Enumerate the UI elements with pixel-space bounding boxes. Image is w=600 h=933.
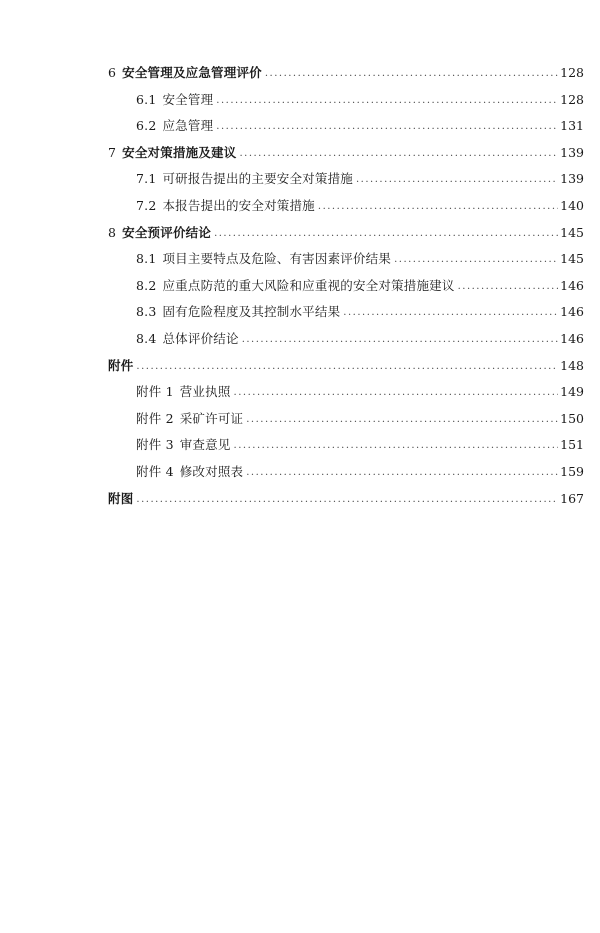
toc-entry-label: 可研报告提出的主要安全对策措施 (162, 171, 353, 187)
toc-dot-leader (458, 274, 559, 301)
toc-entry-number: 8.2 (136, 277, 157, 293)
toc-dot-leader (234, 433, 559, 460)
toc-entry[interactable] (108, 379, 584, 406)
toc-entry-number: 7.1 (136, 171, 157, 187)
toc-entry[interactable] (108, 220, 584, 247)
toc-entry-label: 应急管理 (162, 118, 214, 134)
toc-page-number: 128 (560, 91, 584, 107)
toc-dot-leader (239, 141, 558, 168)
toc-entry-number: 6.2 (136, 118, 157, 134)
toc-page-number: 148 (560, 357, 584, 373)
toc-entry-number: 8.3 (136, 304, 157, 320)
toc-dot-leader (246, 460, 558, 487)
toc-dot-leader (265, 61, 558, 88)
toc-entry[interactable] (108, 459, 584, 486)
toc-entry-number: 附件 1 (136, 384, 174, 400)
toc-dot-leader (318, 194, 558, 221)
toc-entry[interactable] (108, 353, 584, 380)
toc-entry-number: 附件 3 (136, 437, 174, 453)
toc-page-number: 140 (560, 197, 584, 213)
toc-entry-number: 附件 2 (136, 410, 174, 426)
toc-page-number: 146 (560, 277, 584, 293)
toc-entry-label: 审查意见 (179, 437, 231, 453)
toc-entry-number: 6 (108, 65, 117, 80)
toc-dot-leader (234, 380, 559, 407)
toc-entry-number: 7.2 (136, 197, 157, 213)
toc-entry-label: 附图 (108, 490, 134, 506)
toc-entry-label: 本报告提出的安全对策措施 (162, 197, 315, 213)
toc-entry-label: 项目主要特点及危险、有害因素评价结果 (162, 251, 392, 267)
toc-entry-title (136, 459, 243, 486)
toc-dot-leader (394, 247, 558, 274)
toc-entry[interactable] (108, 273, 584, 300)
toc-entry[interactable] (108, 326, 584, 353)
toc-page-number: 128 (560, 65, 584, 80)
toc-entry-label: 固有危险程度及其控制水平结果 (162, 304, 341, 320)
toc-entry[interactable] (108, 60, 584, 87)
toc-page-number: 149 (560, 384, 584, 400)
toc-entry-number: 7 (108, 144, 117, 160)
toc-entry-label: 安全预评价结论 (122, 224, 212, 240)
toc-entry-title (108, 140, 236, 167)
toc-entry[interactable] (108, 246, 584, 273)
toc-entry-label: 安全管理 (162, 91, 214, 107)
toc-entry[interactable] (108, 87, 584, 114)
toc-entry-number: 8.4 (136, 330, 157, 346)
toc-entry-label: 修改对照表 (179, 463, 244, 479)
toc-entry-title (136, 379, 231, 406)
toc-entry[interactable] (108, 406, 584, 433)
toc-entry-number: 8 (108, 224, 117, 240)
toc-entry[interactable] (108, 113, 584, 140)
toc-entry-title (136, 193, 315, 220)
toc-entry-label: 安全对策措施及建议 (122, 144, 237, 160)
toc-entry-title (108, 220, 211, 247)
toc-dot-leader (216, 88, 558, 115)
toc-entry-label: 附件 (108, 357, 134, 373)
toc-entry-label: 采矿许可证 (179, 410, 244, 426)
toc-dot-leader (246, 407, 558, 434)
toc-dot-leader (216, 114, 558, 141)
toc-entry-number: 附件 4 (136, 463, 174, 479)
toc-dot-leader (136, 354, 558, 381)
toc-dot-leader (356, 167, 558, 194)
toc-page-number: 167 (560, 490, 584, 506)
toc-dot-leader (343, 300, 558, 327)
toc-page-number: 146 (560, 304, 584, 320)
toc-entry[interactable] (108, 432, 584, 459)
toc-page-number: 145 (560, 224, 584, 240)
toc-entry-title (108, 60, 262, 87)
toc-page-number: 145 (560, 251, 584, 267)
toc-entry-title (136, 87, 213, 114)
toc-page-number: 150 (560, 410, 584, 426)
toc-page-number: 139 (560, 171, 584, 187)
toc-entry-title (136, 273, 455, 300)
toc-entry[interactable] (108, 166, 584, 193)
toc-entry-number: 6.1 (136, 91, 157, 107)
toc-dot-leader (214, 221, 558, 248)
toc-entry-title (136, 166, 353, 193)
toc-entry-label: 安全管理及应急管理评价 (122, 65, 262, 80)
table-of-contents (108, 60, 584, 512)
toc-entry-title (136, 326, 239, 353)
toc-entry-number: 8.1 (136, 251, 157, 267)
toc-page-number: 159 (560, 463, 584, 479)
toc-page-number: 131 (560, 118, 584, 134)
toc-entry[interactable] (108, 193, 584, 220)
toc-page-number: 151 (560, 437, 584, 453)
toc-entry-label: 应重点防范的重大风险和应重视的安全对策措施建议 (162, 277, 455, 293)
toc-dot-leader (242, 327, 558, 354)
toc-dot-leader (136, 487, 558, 514)
toc-entry-title (136, 113, 213, 140)
toc-entry-title (108, 353, 133, 380)
toc-entry-title (136, 406, 243, 433)
toc-entry[interactable] (108, 299, 584, 326)
toc-entry-title (136, 246, 391, 273)
toc-entry-title (108, 486, 133, 513)
toc-page-number: 146 (560, 330, 584, 346)
toc-entry-title (136, 299, 340, 326)
toc-entry-label: 总体评价结论 (162, 330, 239, 346)
toc-entry-title (136, 432, 231, 459)
toc-entry[interactable] (108, 140, 584, 167)
toc-entry[interactable] (108, 486, 584, 513)
toc-entry-label: 营业执照 (179, 384, 231, 400)
toc-page-number: 139 (560, 144, 584, 160)
